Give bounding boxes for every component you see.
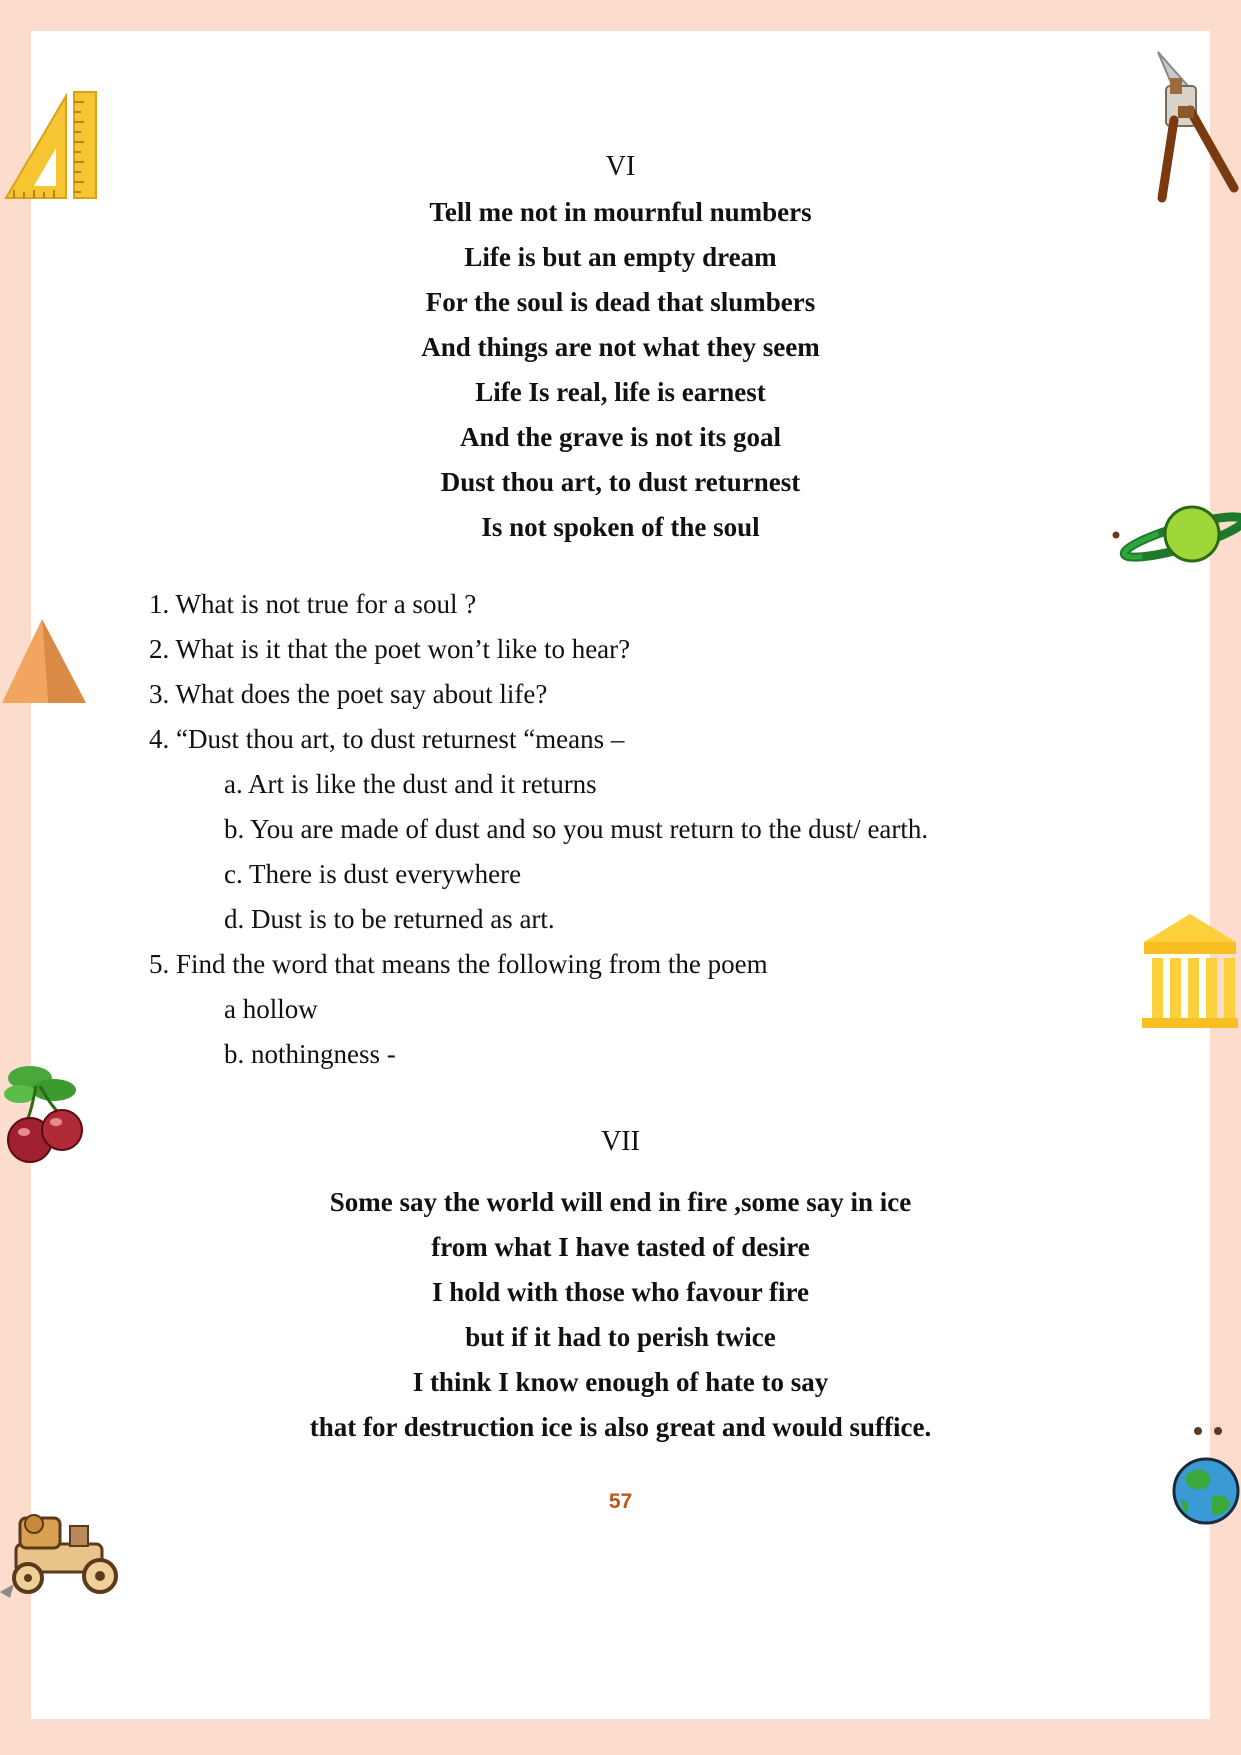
cannon-icon <box>0 1504 126 1600</box>
temple-icon <box>1140 912 1240 1030</box>
poem-line: Some say the world will end in fire ,some say in ice <box>329 1187 912 1217</box>
cherries-icon <box>2 1060 88 1166</box>
question-item: 2. What is it that the poet won’t like to hear? <box>149 634 631 664</box>
answer-option: a. Art is like the dust and it returns <box>224 769 597 799</box>
poem-line: from what I have tasted of desire <box>431 1232 810 1262</box>
answer-option: d. Dust is to be returned as art. <box>224 904 555 934</box>
poem-line: Life is but an empty dream <box>464 242 777 272</box>
answer-option: c. There is dust everywhere <box>224 859 522 889</box>
poem-line: And things are not what they seem <box>421 332 820 362</box>
poem-line: that for destruction ice is also great and would suffice. <box>309 1412 932 1442</box>
poem-line: I think I know enough of hate to say <box>412 1367 829 1397</box>
poem-line: Tell me not in mournful numbers <box>429 197 812 227</box>
ruler-triangle-icon <box>4 90 100 202</box>
tongs-icon <box>1152 50 1238 200</box>
poem-line: Life Is real, life is earnest <box>475 377 766 407</box>
poem-line: For the soul is dead that slumbers <box>425 287 816 317</box>
question-item: 5. Find the word that means the following from the poem <box>149 949 768 979</box>
poem-line: Dust thou art, to dust returnest <box>440 467 801 497</box>
question-item: 1. What is not true for a soul ? <box>149 589 477 619</box>
page-number: 57 <box>608 1490 633 1513</box>
globe-icon <box>1168 1425 1240 1529</box>
section-numeral: VII <box>601 1126 640 1157</box>
answer-option: b. You are made of dust and so you must return to the dust/ earth. <box>224 814 929 844</box>
poem-line: And the grave is not its goal <box>459 422 781 452</box>
planet-icon <box>1108 497 1240 573</box>
page <box>31 31 1210 1719</box>
pyramid-icon <box>0 617 88 707</box>
poem-line: I hold with those who favour fire <box>431 1277 810 1307</box>
section-numeral: VI <box>605 151 636 182</box>
word-item: b. nothingness - <box>224 1039 396 1069</box>
poem-line: but if it had to perish twice <box>465 1322 776 1352</box>
question-item: 4. “Dust thou art, to dust returnest “means – <box>149 724 625 754</box>
question-item: 3. What does the poet say about life? <box>149 679 548 709</box>
poem-line: Is not spoken of the soul <box>481 512 760 542</box>
word-item: a hollow <box>224 994 318 1024</box>
